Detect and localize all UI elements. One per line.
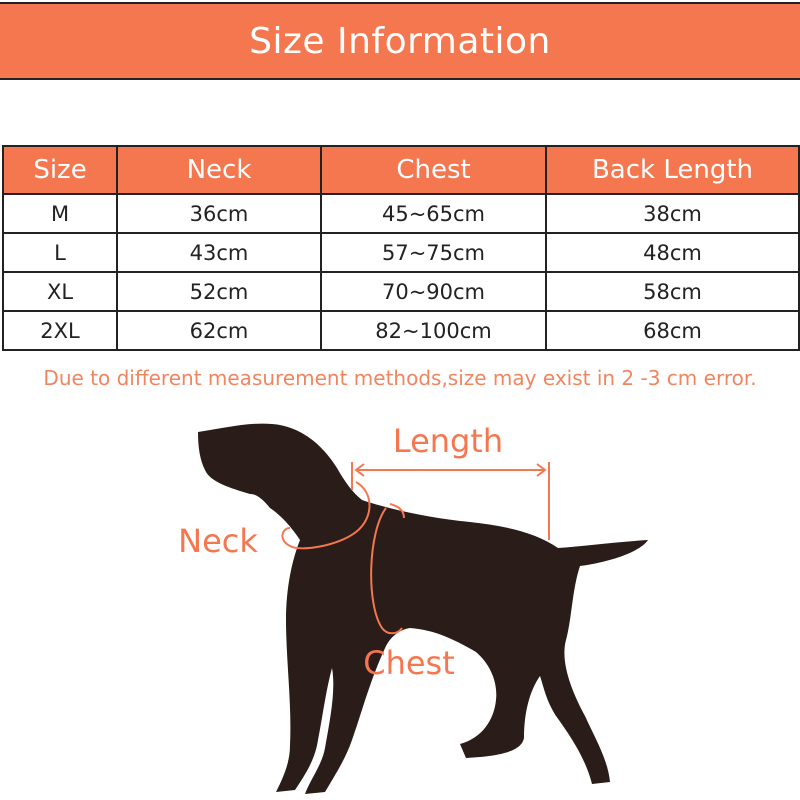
column-header-back-length: Back Length [546, 146, 799, 194]
cell-neck: 52cm [117, 272, 321, 311]
cell-neck: 36cm [117, 194, 321, 233]
cell-size: L [3, 233, 117, 272]
cell-chest: 70~90cm [321, 272, 546, 311]
table-header-row [3, 146, 799, 194]
column-header-size: Size [3, 146, 117, 194]
cell-size: 2XL [3, 311, 117, 350]
length-label: Length [392, 422, 504, 460]
table-row [3, 233, 799, 272]
cell-back-length: 58cm [546, 272, 799, 311]
cell-chest: 82~100cm [321, 311, 546, 350]
cell-neck: 43cm [117, 233, 321, 272]
cell-back-length: 38cm [546, 194, 799, 233]
cell-back-length: 68cm [546, 311, 799, 350]
column-header-chest: Chest [321, 146, 546, 194]
cell-neck: 62cm [117, 311, 321, 350]
page-title: Size Information [249, 20, 551, 62]
dog-silhouette [198, 424, 648, 794]
chest-label: Chest [363, 644, 455, 682]
cell-back-length: 48cm [546, 233, 799, 272]
size-chart-table [2, 145, 800, 351]
header-banner [0, 2, 800, 80]
column-header-neck: Neck [117, 146, 321, 194]
neck-label: Neck [178, 522, 258, 560]
table-row [3, 311, 799, 350]
measurement-error-note: Due to different measurement methods,size may exist in 2 -3 cm error. [43, 366, 757, 390]
cell-size: XL [3, 272, 117, 311]
cell-chest: 45~65cm [321, 194, 546, 233]
cell-chest: 57~75cm [321, 233, 546, 272]
table-row [3, 272, 799, 311]
table-row [3, 194, 799, 233]
dog-measurement-diagram [0, 405, 800, 800]
cell-size: M [3, 194, 117, 233]
